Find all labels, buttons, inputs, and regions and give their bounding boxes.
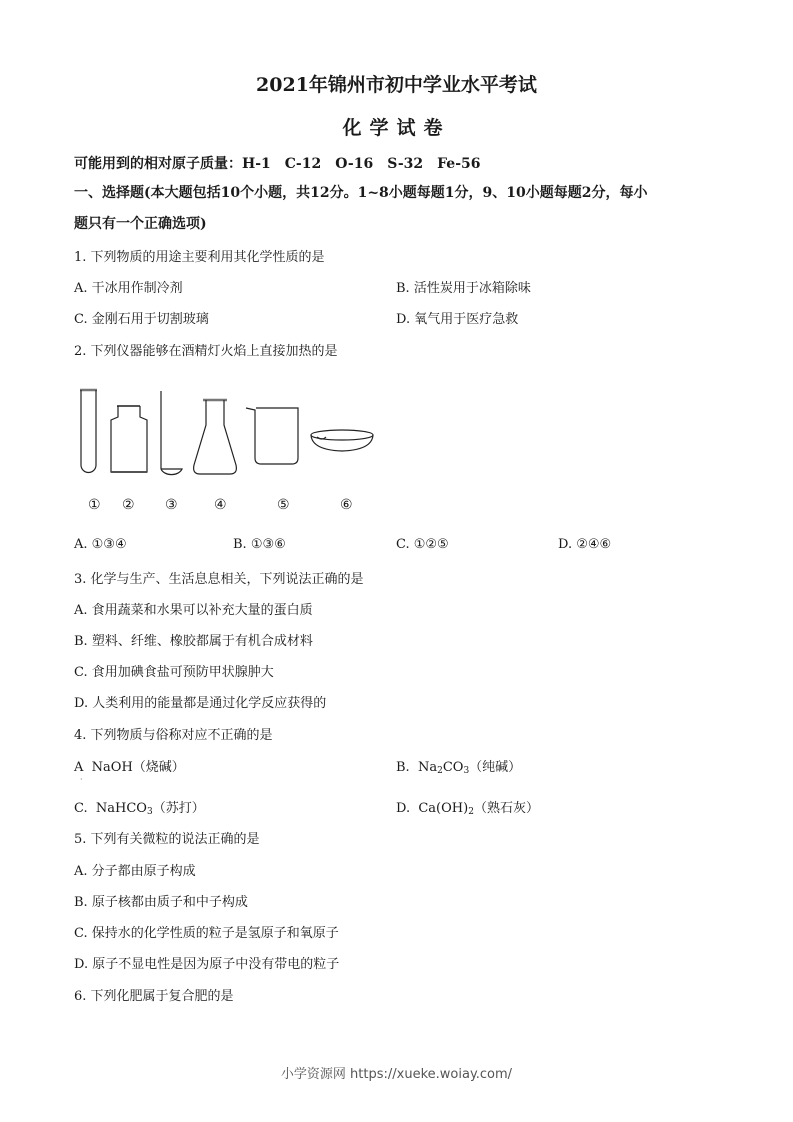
- test-tube-icon: [80, 390, 97, 473]
- question-4-option-b: [396, 756, 521, 776]
- option-b-common-name: （纯碱）: [469, 760, 522, 775]
- apparatus-label-6: ⑥: [340, 497, 353, 513]
- question-4-option-c: [74, 797, 205, 817]
- option-b-prefix: B.: [396, 760, 410, 775]
- question-1-option-d: D. 氧气用于医疗急救: [396, 312, 519, 327]
- evaporating-dish-icon: [311, 430, 373, 451]
- option-c-common-name: （苏打）: [152, 801, 205, 816]
- option-c-prefix: C.: [74, 801, 88, 816]
- option-a-prefix: A: [74, 760, 84, 775]
- question-3-option-b: B. 塑料、纤维、橡胶都属于有机合成材料: [74, 634, 313, 649]
- question-6-stem: 6. 下列化肥属于复合肥的是: [74, 989, 234, 1004]
- stray-mark: ·: [80, 775, 83, 784]
- question-4-option-a: [74, 756, 185, 775]
- question-4-stem: 4. 下列物质与俗称对应不正确的是: [74, 728, 273, 743]
- apparatus-label-2: ②: [122, 497, 135, 513]
- subscript: 3: [146, 807, 153, 817]
- option-b-formula: Na: [417, 760, 438, 775]
- option-d-prefix: D.: [396, 801, 411, 816]
- question-2-option-b: B. ①③⑥: [233, 537, 286, 552]
- question-1-option-a: A. 干冰用作制冷剂: [74, 281, 183, 296]
- question-1-option-c: C. 金刚石用于切割玻璃: [74, 312, 209, 327]
- exam-subtitle: 化学试卷: [342, 117, 451, 139]
- question-3-option-a: A. 食用蔬菜和水果可以补充大量的蛋白质: [74, 603, 313, 618]
- question-2-option-a: A. ①③④: [74, 537, 127, 552]
- subscript: 2: [468, 807, 474, 817]
- question-5-option-b: B. 原子核都由质子和中子构成: [74, 895, 248, 910]
- option-d-formula: Ca(OH): [418, 801, 469, 816]
- question-5-stem: 5. 下列有关微粒的说法正确的是: [74, 832, 260, 847]
- option-d-common-name: （熟石灰）: [473, 801, 539, 816]
- subscript: 2: [437, 766, 443, 776]
- question-5-option-a: A. 分子都由原子构成: [74, 864, 196, 879]
- option-c-formula: NaHCO: [95, 801, 147, 816]
- question-2-option-c: C. ①②⑤: [396, 537, 449, 552]
- atomic-masses: 可能用到的相对原子质量：H-1 C-12 O-16 S-32 Fe-56: [74, 156, 481, 172]
- exam-title: 2021年锦州市初中学业水平考试: [256, 74, 537, 96]
- question-2-stem: 2. 下列仪器能够在酒精灯火焰上直接加热的是: [74, 344, 338, 359]
- question-5-option-d: D. 原子不显电性是因为原子中没有带电的粒子: [74, 957, 340, 972]
- option-b-formula-2: CO: [442, 760, 464, 775]
- wide-mouth-bottle-icon: [111, 406, 147, 472]
- section-heading-line2: 题只有一个正确选项): [74, 216, 207, 232]
- question-2-option-d: D. ②④⑥: [558, 537, 612, 552]
- question-5-option-c: C. 保持水的化学性质的粒子是氢原子和氧原子: [74, 926, 339, 941]
- combustion-spoon-icon: [161, 391, 182, 475]
- question-1-option-b: B. 活性炭用于冰箱除味: [396, 281, 531, 296]
- question-3-option-d: D. 人类利用的能量都是通过化学反应获得的: [74, 696, 327, 711]
- conical-flask-icon: [194, 400, 237, 474]
- apparatus-label-3: ③: [165, 497, 178, 513]
- question-3-option-c: C. 食用加碘食盐可预防甲状腺肿大: [74, 665, 274, 680]
- watermark-footer: 小学资源网 https://xueke.woiay.com/: [280, 1067, 513, 1082]
- option-a-formula: NaOH: [91, 760, 133, 775]
- subscript: 3: [463, 766, 470, 776]
- question-3-stem: 3. 化学与生产、生活息息相关，下列说法正确的是: [74, 572, 364, 587]
- question-4-option-d: [396, 797, 539, 817]
- option-a-common-name: （烧碱）: [132, 760, 185, 775]
- apparatus-label-5: ⑤: [277, 497, 290, 513]
- question-1-stem: 1. 下列物质的用途主要利用其化学性质的是: [74, 250, 325, 265]
- apparatus-label-1: ①: [88, 497, 101, 513]
- beaker-icon: [246, 408, 298, 464]
- section-heading-line1: 一、选择题(本大题包括10个小题，共12分。1~8小题每题1分，9、10小题每题2分，每小: [74, 185, 648, 201]
- apparatus-label-4: ④: [214, 497, 227, 513]
